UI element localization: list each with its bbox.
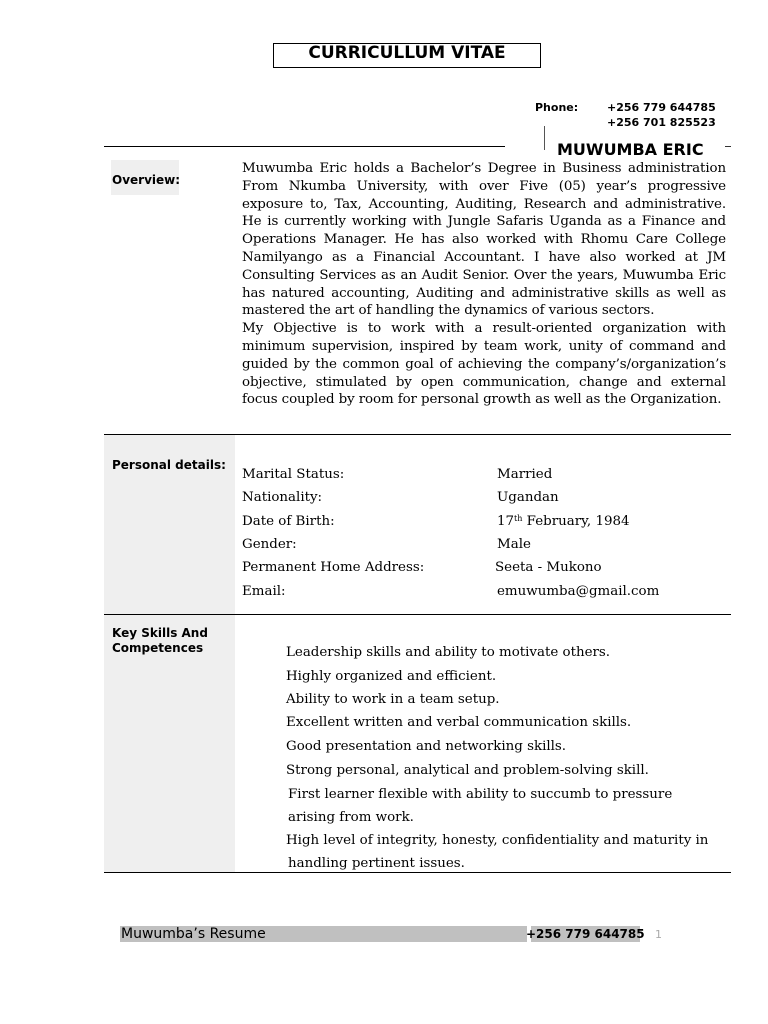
dob-rest: February, 1984	[522, 514, 630, 529]
skill-item-continuation: arising from work.	[288, 810, 414, 825]
skill-item: Strong personal, analytical and problem-solving skill.	[286, 763, 649, 778]
marital-status-label: Marital Status:	[242, 467, 345, 482]
email-value: emuwumba@gmail.com	[497, 584, 660, 599]
skill-item: Leadership skills and ability to motivate others.	[286, 645, 611, 660]
dob-value	[497, 514, 630, 529]
skill-item: First learner flexible with ability to succumb to pressure	[288, 787, 673, 802]
address-value: Seeta - Mukono	[495, 560, 602, 575]
document-title: CURRICULLUM VITAE	[273, 43, 541, 68]
name-block	[544, 124, 734, 159]
candidate-name: MUWUMBA ERIC	[557, 140, 704, 159]
overview-label: Overview:	[112, 173, 181, 187]
skills-label-line-1: Key Skills And	[112, 626, 208, 640]
nationality-value: Ugandan	[497, 490, 559, 505]
dob-suffix: th	[514, 514, 523, 523]
marital-status-value: Married	[497, 467, 553, 482]
skills-label-line-2: Competences	[112, 641, 204, 655]
overview-text	[242, 160, 726, 409]
overview-paragraph-2: My Objective is to work with a result-oriented organization with minimum supervision, inspired by team work, unity of command and guided by the common goal of achieving the company’s/organization’s objective, stimulated by open communication, change and external focus coupled by room for personal growth as well as the Organization.	[242, 321, 726, 408]
skill-item: High level of integrity, honesty, confidentiality and maturity in	[286, 833, 709, 848]
address-label: Permanent Home Address:	[242, 560, 425, 575]
skill-item: Highly organized and efficient.	[286, 669, 497, 684]
phone-number-2: +256 701 825523	[607, 116, 716, 129]
dob-day: 17	[497, 514, 515, 529]
skill-item-continuation: handling pertinent issues.	[288, 856, 465, 871]
skills-rule	[104, 872, 731, 873]
gender-label: Gender:	[242, 537, 297, 552]
top-rule	[104, 146, 505, 147]
skill-item: Ability to work in a team setup.	[286, 692, 500, 707]
personal-details-label: Personal details:	[112, 458, 226, 472]
footer-resume-label: Muwumba’s Resume	[121, 926, 266, 942]
skill-item: Good presentation and networking skills.	[286, 739, 567, 754]
name-divider	[544, 126, 545, 150]
overview-paragraph-1: Muwumba Eric holds a Bachelor’s Degree in Business administration From Nkumba University, with over Five (05) year’s progressive exposure to, Tax, Accounting, Auditing, Research and administrative. He is currently working with Jungle Safaris Uganda as a Finance and Operations Manager. He has also worked with Rhomu Care College Namilyango as a Financial Accountant. I have also worked at JM Consulting Services as an Audit Senior. Over the years, Muwumba Eric has natured accounting, Auditing and administrative skills as well as mastered the art of handling the dynamics of various sectors.	[242, 161, 726, 319]
name-dash	[725, 146, 731, 147]
email-label: Email:	[242, 584, 286, 599]
skills-label	[112, 626, 208, 656]
gender-value: Male	[497, 537, 531, 552]
page-number: 1	[655, 928, 662, 941]
skill-item: Excellent written and verbal communication skills.	[286, 715, 632, 730]
phone-number-1: +256 779 644785	[607, 101, 716, 114]
phone-label: Phone:	[535, 101, 579, 114]
footer-phone: +256 779 644785	[526, 927, 645, 941]
nationality-label: Nationality:	[242, 490, 323, 505]
dob-label: Date of Birth:	[242, 514, 335, 529]
